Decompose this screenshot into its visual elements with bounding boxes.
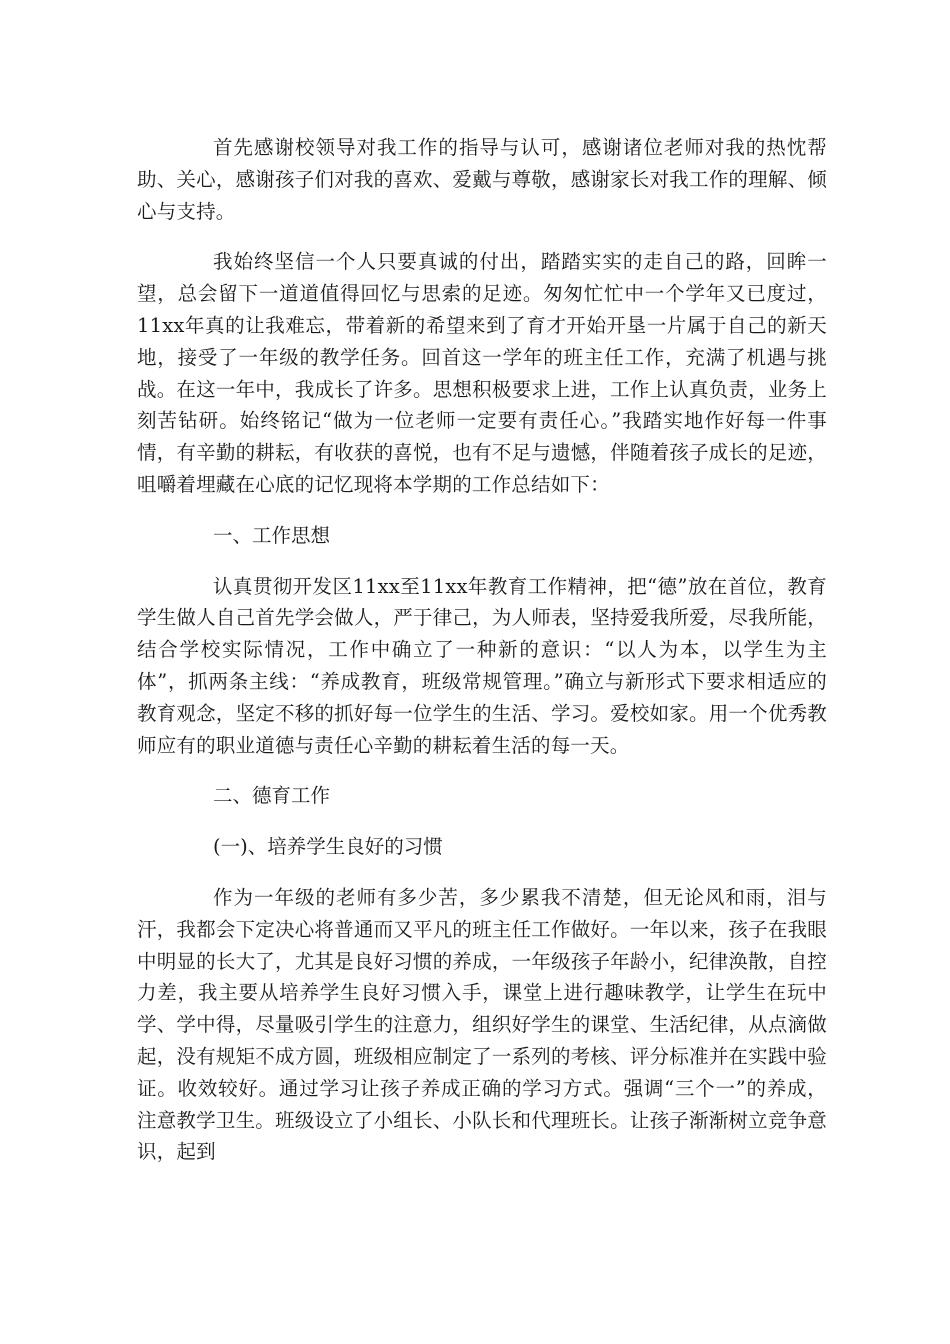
paragraph-thanks: 首先感谢校领导对我工作的指导与认可，感谢诸位老师对我的热忱帮助、关心，感谢孩子们对我的喜欢、爱戴与尊敬，感谢家长对我工作的理解、倾心与支持。: [137, 136, 827, 223]
paragraph-introduction: 我始终坚信一个人只要真诚的付出，踏踏实实的走自己的路，回眸一望，总会留下一道道值得回忆与思索的足迹。匆匆忙忙中一个学年又已度过，11xx年真的让我难忘，带着新的希望来到了育才开始开垦一片属于自己的新天地，接受了一年级的教学任务。回首这一学年的班主任工作，充满了机遇与挑战。在这一年中，我成长了许多。思想积极要求上进，工作上认真负责，业务上刻苦钻研。始终铭记“做为一位老师一定要有责任心。”我踏实地作好每一件事情，有辛勤的耕耘，有收获的喜悦，也有不足与遗憾，伴随着孩子成长的足迹，咀嚼着埋藏在心底的记忆现将本学期的工作总结如下：: [137, 250, 827, 496]
document-body: [137, 132, 827, 1168]
paragraph-good-habits: 作为一年级的老师有多少苦，多少累我不清楚，但无论风和雨，泪与汗，我都会下定决心将普通而又平凡的班主任工作做好。一年以来，孩子在我眼中明显的长大了，尤其是良好习惯的养成，一年级孩子年龄小，纪律涣散，自控力差，我主要从培养学生良好习惯入手，课堂上进行趣味教学，让学生在玩中学、学中得，尽量吸引学生的注意力，组织好学生的课堂、生活纪律，从点滴做起，没有规矩不成方圆，班级相应制定了一系列的考核、评分标准并在实践中验证。收效较好。通过学习让孩子养成正确的学习方式。强调“三个一”的养成，注意教学卫生。班级设立了小组长、小队长和代理班长。让孩子渐渐树立竞争意识，起到: [137, 885, 827, 1164]
paragraph-work-thought: 认真贯彻开发区11xx至11xx年教育工作精神，把“德”放在首位，教育学生做人自己首先学会做人，严于律己，为人师表，坚持爱我所爱，尽我所能，结合学校实际情况，工作中确立了一种新的意识：“以人为本，以学生为主体”，抓两条主线：“养成教育，班级常规管理。”确立与新形式下要求相适应的教育观念，坚定不移的抓好每一位学生的生活、学习。爱校如家。用一个优秀教师应有的职业道德与责任心辛勤的耕耘着生活的每一天。: [137, 574, 827, 757]
section-heading-work-thought: 一、工作思想: [213, 523, 331, 547]
section-heading-moral-education: 二、德育工作: [213, 784, 331, 808]
subsection-heading-good-habits: (一)、培养学生良好的习惯: [213, 835, 443, 859]
